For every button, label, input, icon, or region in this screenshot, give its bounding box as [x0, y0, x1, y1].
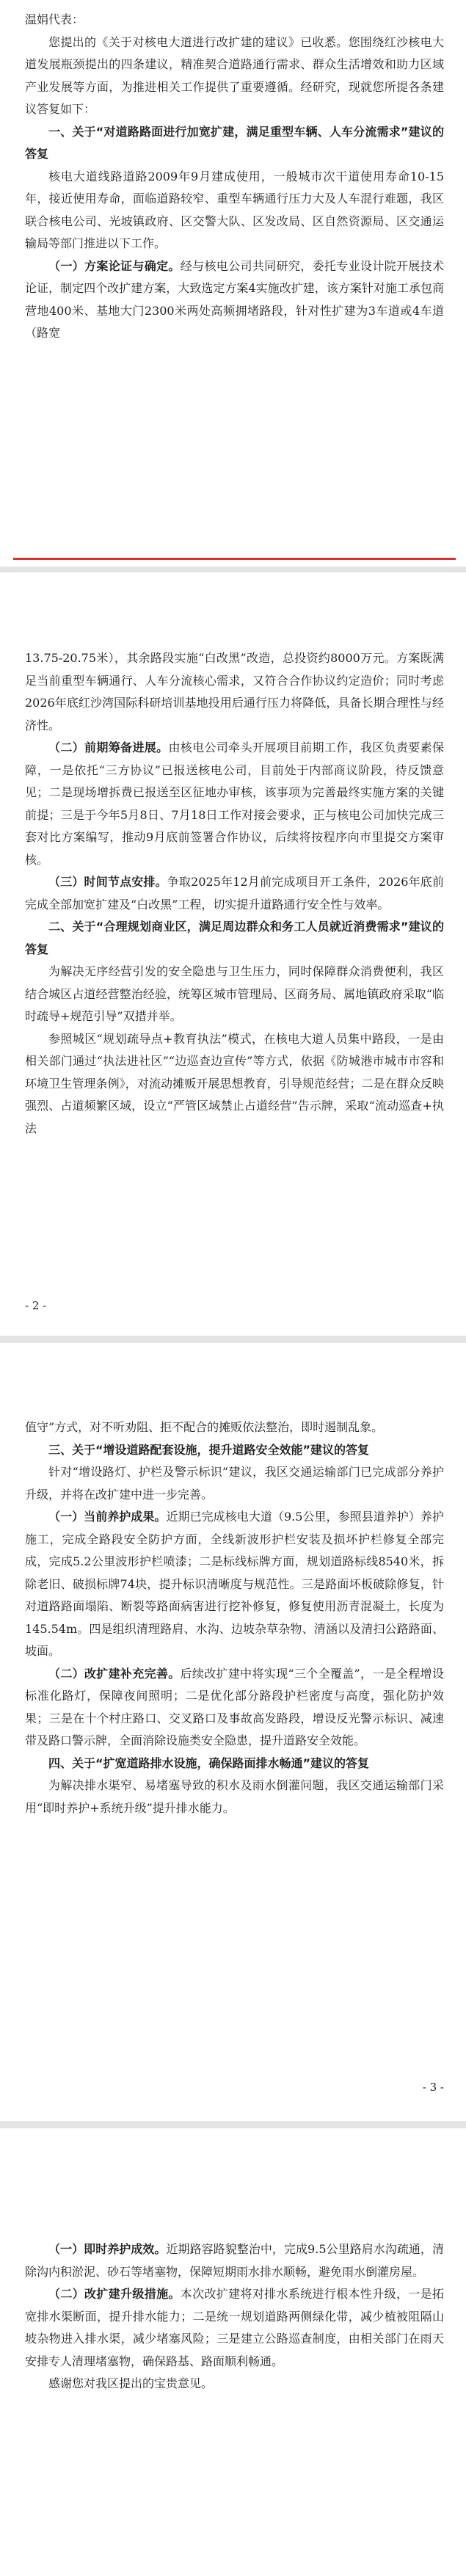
paragraph-label: （一）当前养护成果。	[48, 1510, 167, 1524]
paragraph-label: （二）前期筹备进展。	[48, 741, 169, 754]
page-number: - 2 -	[25, 1299, 47, 1312]
page-gap	[0, 567, 466, 572]
red-divider-line	[13, 558, 456, 560]
document-page-2	[0, 572, 466, 1336]
intro-paragraph: 您提出的《关于对核电大道进行改扩建的建议》已收悉。您围绕红沙核电大道发展瓶颈提出的四条建议，精准契合道路通行需求、群众生活增效和助力区域产业发展等方面，为推进相关工作提供了重要遵循。经研究，现就您所提各条建议答复如下：	[25, 34, 444, 116]
page-gap	[0, 2121, 466, 2128]
paragraph-label: （二）改扩建补充完善。	[48, 1666, 181, 1681]
paragraph-label: （三）时间节点安排。	[48, 875, 167, 889]
paragraph: （一）即时养护成效。近期路容路貌整治中，完成9.5公里路肩水沟疏通，清除沟内积淤泥、砂石等堵塞物，保障短期雨水排水顺畅，避免雨水倒灌房屋。	[25, 2242, 444, 2279]
paragraph: 针对“增设路灯、护栏及警示标识”建议，我区交通运输部门已完成部分养护升级，并将在改扩建中进一步完善。	[25, 1465, 444, 1502]
document-page-1	[0, 0, 466, 567]
section-heading-2: 二、关于“合理规划商业区，满足周边群众和务工人员就近消费需求”建议的答复	[25, 920, 444, 956]
paragraph: 为解决无序经营引发的安全隐患与卫生压力，同时保障群众消费便利，我区结合城区占道经营整治经验，统筹区城市管理局、区商务局、属地镇政府采取“临时疏导+规范引导”双措并举。	[25, 964, 444, 1023]
paragraph: （二）改扩建升级措施。本次改扩建将对排水系统进行根本性升级，一是拓宽排水渠断面，提升排水能力；二是统一规划道路两侧绿化带，减少植被阻隔山坡杂物进入排水渠，减少堵塞风险；三是建立公路巡查制度，由相关部门在雨天安排专人清理堵塞物，确保路基、路面顺利畅通。	[25, 2287, 444, 2368]
section-heading-1: 一、关于“对道路路面进行加宽扩建，满足重型车辆、人车分流需求”建议的答复	[25, 124, 444, 161]
document-page-4	[0, 2128, 466, 2576]
paragraph: 核电大道线路道路2009年9月建成使用，一般城市次干道使用寿命10-15年，接近使用寿命，面临道路较窄、重型车辆通行压力大及人车混行难题，我区联合核电公司、光坡镇政府、区交警大队、区发改局、区自然资源局、区交通运输局等部门推进以下工作。	[25, 169, 444, 250]
paragraph-label: （一）方案论证与确定。	[48, 258, 181, 273]
paragraph: （二）前期筹备进展。由核电公司牵头开展项目前期工作，我区负责要素保障，一是依托“三方协议”已报送核电公司，目前处于内部商议阶段，待反馈意见；二是现场增拆费已报送至区征地办审核，该事项为完善最终实施方案的关键前提；三是于今年5月8日、7月18日工作对接会要求，正与核电公司加快完成三套对比方案编写，推动9月底前签署合作协议，后续将按程序向市里提交方案审核。	[25, 741, 444, 867]
paragraph: 13.75-20.75米），其余路段实施“白改黑”改造，总投资约8000万元。方案既满足当前重型车辆通行、人车分流核心需求，又符合合作协议约定造价；同时考虑2026年底红沙湾国际科研培训基地投用后通行压力将降低，具备长期合理性与经济性。	[25, 651, 444, 732]
paragraph: （一）当前养护成果。近期已完成核电大道（9.5公里，参照县道养护）养护施工，完成全路段安全防护方面，全线新波形护栏安装及损坏护栏修复全部完成，完成5.2公里波形护栏喷漆；二是标线标牌方面，规划道路标线8540米，拆除老旧、破损标牌74块，提升标识清晰度与规范性。三是路面坏板破除修复，针对道路路面塌陷、断裂等路面病害进行挖补修复，修复使用沥青混凝土，长度为145.54m。四是组织清理路肩、水沟、边坡杂草杂物、清涵以及清扫公路路面、坡面。	[25, 1510, 444, 1658]
paragraph: 值守”方式，对不听劝阻、拒不配合的摊贩依法整治，即时遏制乱象。	[25, 1420, 384, 1434]
paragraph: 为解决排水渠窄、易堵塞导致的积水及雨水倒灌问题，我区交通运输部门采用“即时养护+系统升级”提升排水能力。	[25, 1778, 444, 1815]
paragraph: 参照城区“规划疏导点+教育执法”模式，在核电大道人员集中路段，一是由相关部门通过“执法进社区”“边巡查边宣传”等方式，依据《防城港市城市市容和环境卫生管理条例》，对流动摊贩开展思想教育，引导规范经营；二是在群众反映强烈、占道频繁区域，设立“严管区域禁止占道经营”告示牌，采取“流动巡查+执法	[25, 1031, 444, 1135]
paragraph: （三）时间节点安排。争取2025年12月前完成项目开工条件，2026年底前完成全部加宽扩建及“白改黑”工程，切实提升道路通行安全性与效率。	[25, 875, 444, 912]
closing-thanks: 感谢您对我区提出的宝贵意见。	[48, 2376, 214, 2390]
section-heading-4: 四、关于“扩宽道路排水设施，确保路面排水畅通”建议的答复	[48, 1755, 370, 1770]
page-gap	[0, 1336, 466, 1343]
document-page-3	[0, 1343, 466, 2121]
paragraph-label: （二）改扩建升级措施。	[48, 2287, 181, 2301]
paragraph: （一）方案论证与确定。经与核电公司共同研究，委托专业设计院开展技术论证，制定四个改扩建方案，大致选定方案4实施改扩建，该方案针对施工承包商营地400米、基地大门2300米两处高频拥堵路段，针对性扩建为3车道或4车道（路宽	[25, 258, 444, 340]
section-heading-3: 三、关于“增设道路配套设施，提升道路安全效能”建议的答复	[48, 1442, 370, 1457]
salutation: 温娟代表：	[25, 12, 84, 26]
paragraph: （二）改扩建补充完善。后续改扩建中将实现“三个全覆盖”，一是全程增设标准化路灯，保障夜间照明；二是优化部分路段护栏密度与高度，强化防护效果；三是在十个村庄路口、交叉路口及事故高发路段，增设反光警示标识、减速带及路口警示牌，全面消除设施类安全隐患，提升道路安全效能。	[25, 1666, 444, 1747]
page-number: - 3 -	[422, 2081, 444, 2094]
paragraph-label: （一）即时养护成效。	[48, 2242, 167, 2256]
